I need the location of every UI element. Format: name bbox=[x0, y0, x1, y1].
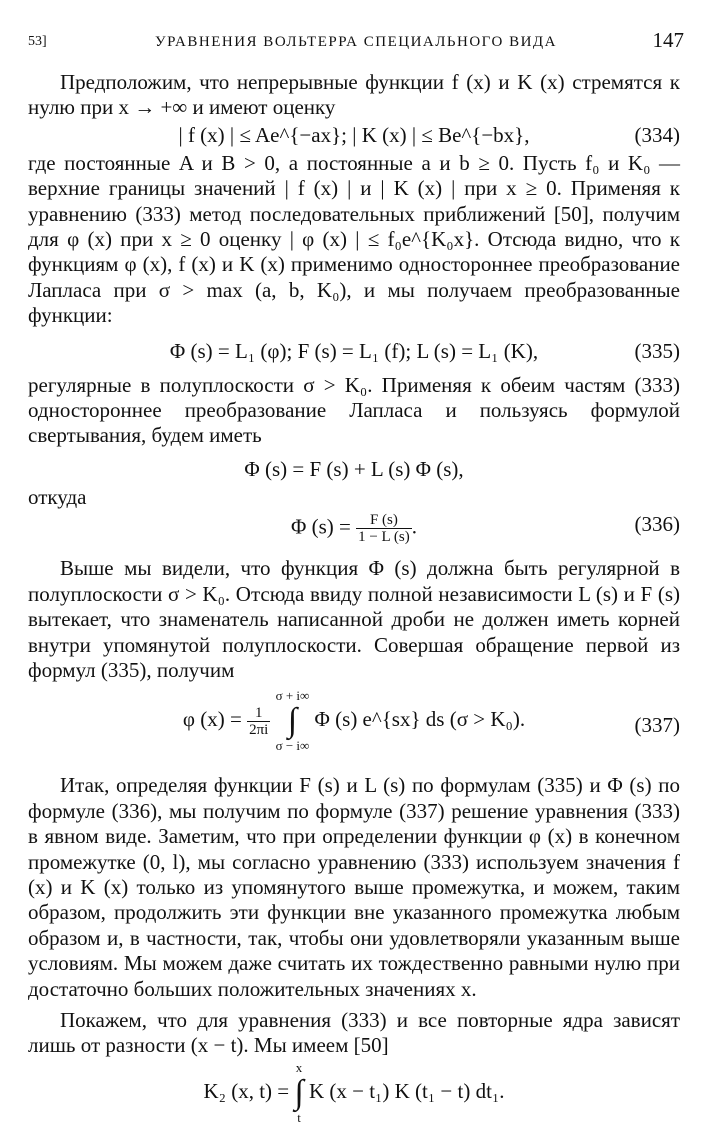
equation-335-formula: Φ (s) = L₁ (φ); F (s) = L₁ (f); L (s) = L₁ (K), bbox=[169, 338, 539, 363]
paragraph-2: где постоянные A и B > 0, а постоянные a и b ≥ 0. Пусть f₀ и K₀ — верхние границы значений | f (x) | и | K (x) | при x ≥ 0. Применяя к уравнению (333) метод последовательных приближений [50], получим для φ (x) при x ≥ 0 оценку | φ (x) | ≤ f₀e^{K₀x}. Отсюда видно, что к функциям φ (x), f (x) и K (x) применимо одностороннее преобразование Лапласа при σ > max (a, b, K₀), и мы получаем преобразованные функции: bbox=[28, 150, 680, 328]
page-body bbox=[28, 70, 680, 1133]
equation-335-number: (335) bbox=[634, 338, 680, 363]
paragraph-3: регулярные в полуплоскости σ > K₀. Применяя к обеим частям (333) одностороннее преобразование Лапласа и пользуясь формулой свертывания, будем иметь bbox=[28, 372, 680, 448]
equation-336-denominator: 1 − L (s) bbox=[358, 529, 410, 546]
equation-336 bbox=[28, 510, 680, 550]
equation-kernel-integral bbox=[294, 1061, 303, 1125]
equation-334-formula: | f (x) | ≤ Ae^{−ax}; | K (x) | ≤ Be^{−bx}, bbox=[178, 122, 530, 147]
equation-kernel-integrand: K (x − t₁) K (t₁ − t) dt₁. bbox=[308, 1078, 505, 1103]
equation-336-formula bbox=[28, 512, 680, 545]
equation-kernel-upper-limit: x bbox=[295, 1059, 303, 1075]
section-marker: 53] bbox=[28, 34, 47, 49]
equation-336-fraction bbox=[356, 512, 412, 545]
integral-sign-icon: ∫ bbox=[294, 1073, 304, 1111]
page-number: 147 bbox=[652, 28, 684, 52]
paragraph-6: Итак, определяя функции F (s) и L (s) по формулам (335) и Φ (s) по формуле (336), мы получим по формуле (337) решение уравнения (333) в явном виде. Заметим, что при определении функции φ (x) в конечном промежутке (0, l), мы согласно уравнению (333) используем значения f (x) и K (x) только из упомянутого выше промежутка, и можем, таким образом, продолжить эти функции вне указанного промежутка любым образом и, в частности, так, чтобы они удовлетворяли указанным выше условиям. Мы можем даже считать их тождественно равными нулю при достаточно больших положительных значениях x. bbox=[28, 773, 680, 1001]
equation-337-lhs: φ (x) = bbox=[182, 707, 242, 732]
paragraph-1: Предположим, что непрерывные функции f (x) и K (x) стремятся к нулю при x → +∞ и имеют оценку bbox=[28, 70, 680, 120]
equation-kernel-lower-limit: t bbox=[297, 1109, 301, 1125]
running-header bbox=[28, 28, 684, 52]
equation-336-lhs: Φ (s) = bbox=[290, 514, 351, 539]
equation-337-coef-den: 2πi bbox=[249, 721, 269, 738]
equation-336-trail: . bbox=[411, 514, 417, 539]
paragraph-5: Выше мы видели, что функция Φ (s) должна быть регулярной в полуплоскости σ > K₀. Отсюда ввиду полной независимости L (s) и F (s) вытекает, что знаменатель написанной дроби не должен иметь корней внутри упомянутой полуплоскости. Совершая обращение первой из формул (335), получим bbox=[28, 556, 680, 682]
equation-336-number: (336) bbox=[634, 512, 680, 537]
running-title: УРАВНЕНИЯ ВОЛЬТЕРРА СПЕЦИАЛЬНОГО ВИДА bbox=[155, 34, 557, 50]
equation-convolution-formula: Φ (s) = F (s) + L (s) Φ (s), bbox=[244, 456, 464, 481]
equation-337-lower-limit: σ − i∞ bbox=[275, 738, 310, 754]
equation-337-upper-limit: σ + i∞ bbox=[275, 688, 310, 704]
equation-337-integrand: Φ (s) e^{sx} ds (σ > K₀). bbox=[314, 707, 526, 732]
equation-convolution bbox=[28, 455, 680, 485]
equation-335 bbox=[28, 337, 680, 367]
equation-337-integral bbox=[276, 689, 310, 753]
equation-kernel-formula bbox=[28, 1061, 680, 1125]
equation-kernel-lhs: K₂ (x, t) = bbox=[203, 1078, 290, 1103]
equation-334 bbox=[28, 121, 680, 151]
equation-336-numerator: F (s) bbox=[356, 512, 412, 529]
equation-334-number: (334) bbox=[634, 122, 680, 147]
integral-sign-icon: ∫ bbox=[287, 702, 298, 740]
equation-337-formula bbox=[28, 689, 680, 753]
equation-337-number: (337) bbox=[634, 713, 680, 738]
paragraph-4: откуда bbox=[28, 484, 87, 509]
equation-kernel bbox=[28, 1059, 680, 1133]
equation-337 bbox=[28, 683, 680, 773]
equation-337-coef-num: 1 bbox=[247, 705, 270, 722]
paragraph-7: Покажем, что для уравнения (333) и все повторные ядра зависят лишь от разности (x − t). Мы имеем [50] bbox=[28, 1007, 680, 1058]
equation-337-coefficient bbox=[247, 705, 270, 738]
